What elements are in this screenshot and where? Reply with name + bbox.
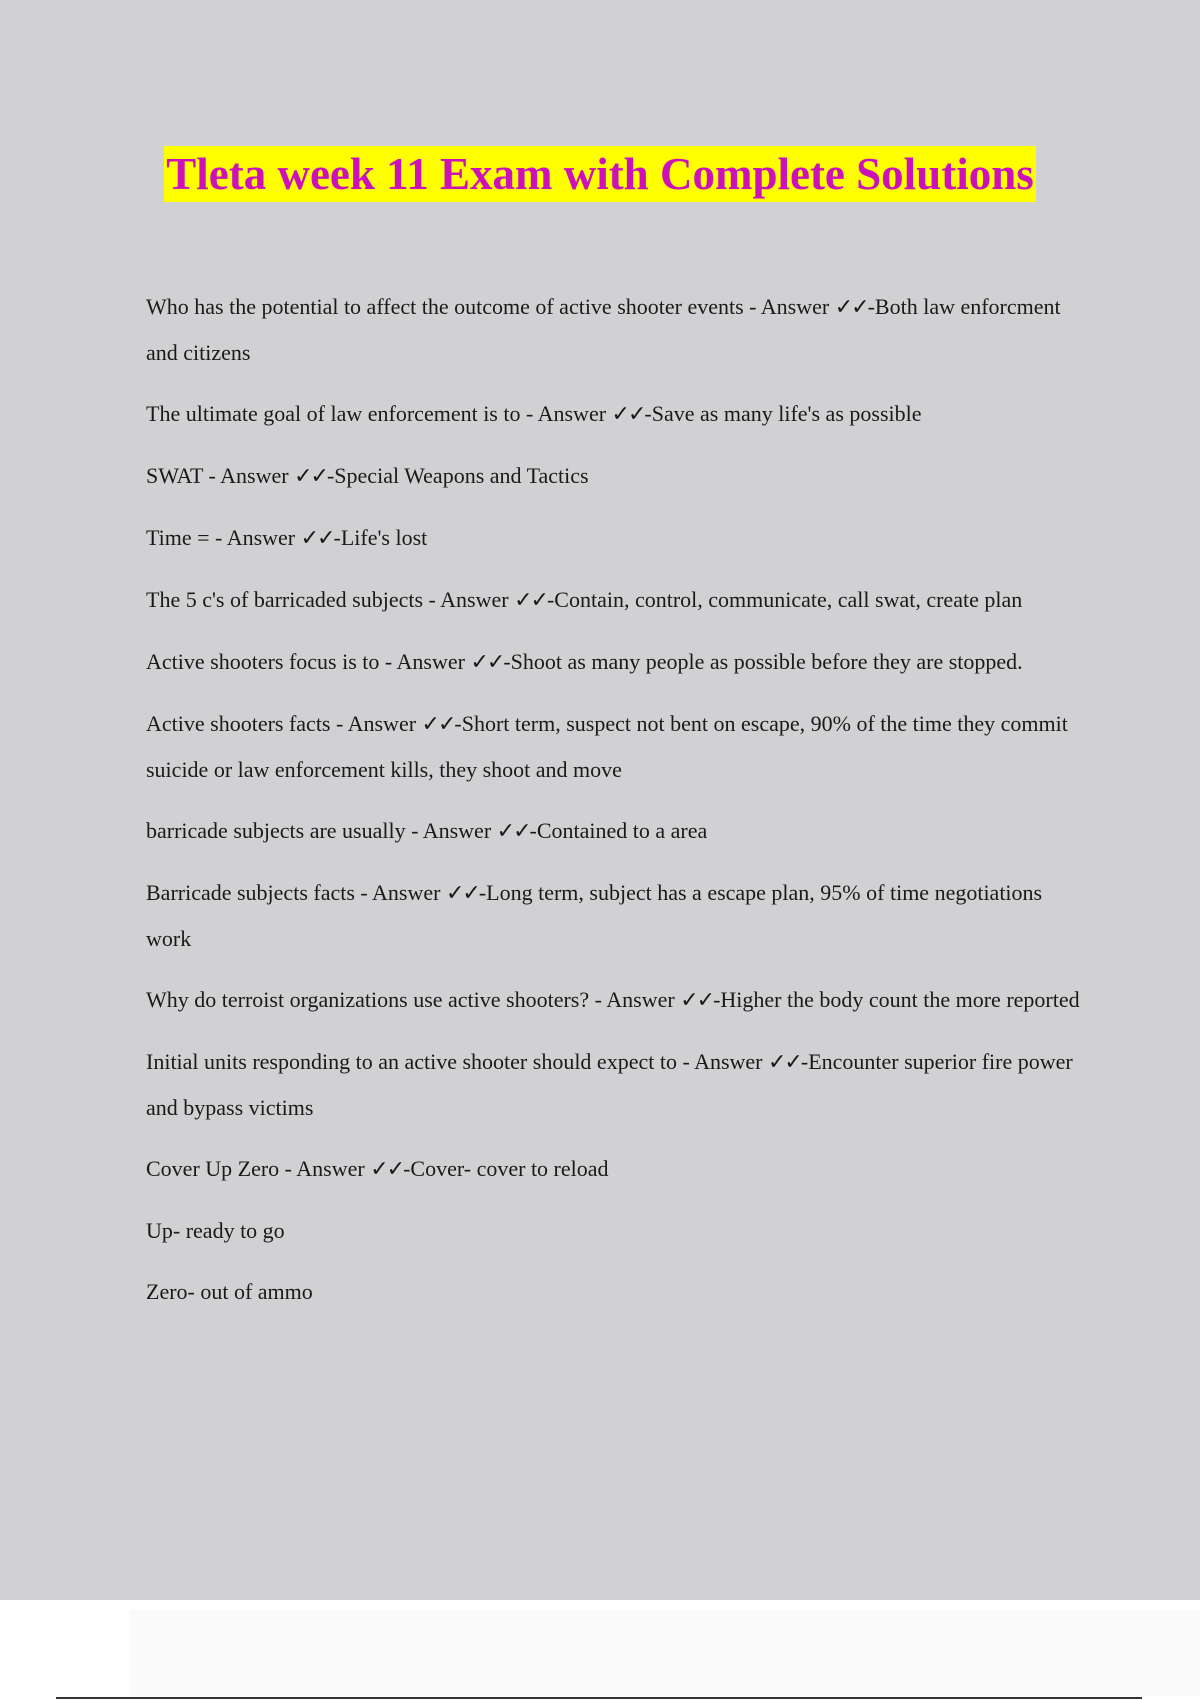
answer-label: Answer bbox=[440, 587, 509, 612]
answer-label: Answer bbox=[537, 401, 607, 426]
qa-item bbox=[146, 701, 1086, 792]
qa-item bbox=[146, 284, 1086, 375]
qa-item bbox=[146, 515, 1086, 561]
answer-label: Answer bbox=[760, 294, 830, 319]
answer-text: -Shoot as many people as possible before they are stopped. bbox=[503, 649, 1023, 674]
answer-text: -Contain, control, communicate, call swat, create plan bbox=[546, 587, 1023, 612]
answer-text: -Long term, subject has a escape plan, 95% of time negotiations work bbox=[146, 880, 1043, 951]
qa-item bbox=[146, 1146, 1086, 1192]
qa-item bbox=[146, 577, 1086, 623]
double-check-icon: ✓✓ bbox=[611, 402, 645, 427]
double-check-icon: ✓✓ bbox=[514, 588, 547, 613]
continuation-line: Zero- out of ammo bbox=[146, 1279, 313, 1304]
answer-label: Answer bbox=[296, 1156, 365, 1181]
question-text: The 5 c's of barricaded subjects - bbox=[146, 587, 441, 612]
answer-text: -Higher the body count the more reported bbox=[713, 987, 1080, 1012]
question-text: Why do terroist organizations use active shooters? - bbox=[146, 987, 607, 1012]
question-text: Barricade subjects facts - bbox=[146, 880, 373, 905]
double-check-icon: ✓✓ bbox=[445, 881, 479, 906]
answer-text: -Cover- cover to reload bbox=[403, 1156, 609, 1181]
answer-label: Answer bbox=[372, 880, 441, 905]
page-footer bbox=[0, 1600, 1200, 1700]
double-check-icon: ✓✓ bbox=[421, 712, 455, 737]
double-check-icon: ✓✓ bbox=[294, 464, 327, 489]
answer-text: -Life's lost bbox=[333, 525, 428, 550]
qa-item bbox=[146, 870, 1086, 961]
qa-item bbox=[146, 453, 1086, 499]
qa-list bbox=[146, 284, 1086, 1314]
continuation-line: Up- ready to go bbox=[146, 1218, 285, 1243]
answer-text: -Save as many life's as possible bbox=[644, 401, 922, 426]
question-text: SWAT - bbox=[146, 463, 221, 488]
double-check-icon: ✓✓ bbox=[680, 988, 714, 1013]
answer-text: -Both law enforcment and citizens bbox=[146, 294, 1061, 365]
qa-item bbox=[146, 639, 1086, 685]
title-wrapper bbox=[0, 146, 1200, 202]
qa-item bbox=[146, 977, 1086, 1023]
answer-label: Answer bbox=[396, 649, 465, 674]
footer-divider bbox=[56, 1697, 1142, 1699]
question-text: Who has the potential to affect the outcome of active shooter events - bbox=[146, 294, 761, 319]
page-title: Tleta week 11 Exam with Complete Solutions bbox=[164, 146, 1036, 202]
answer-text: -Special Weapons and Tactics bbox=[326, 463, 589, 488]
answer-text: -Short term, suspect not bent on escape, 90% of the time they commit suicide or law enforcement kills, they shoot and move bbox=[146, 711, 1068, 782]
footer-strip bbox=[130, 1610, 1200, 1696]
double-check-icon: ✓✓ bbox=[470, 650, 504, 675]
question-text: Active shooters focus is to - bbox=[146, 649, 397, 674]
double-check-icon: ✓✓ bbox=[370, 1157, 404, 1182]
answer-label: Answer bbox=[606, 987, 675, 1012]
question-text: The ultimate goal of law enforcement is to - bbox=[146, 401, 538, 426]
answer-label: Answer bbox=[694, 1049, 763, 1074]
answer-label: Answer bbox=[347, 711, 417, 736]
answer-label: Answer bbox=[226, 525, 296, 550]
double-check-icon: ✓✓ bbox=[834, 295, 868, 320]
answer-label: Answer bbox=[220, 463, 289, 488]
question-text: Initial units responding to an active shooter should expect to - bbox=[146, 1049, 695, 1074]
qa-item bbox=[146, 808, 1086, 854]
question-text: Time = - bbox=[146, 525, 227, 550]
question-text: Active shooters facts - bbox=[146, 711, 348, 736]
question-text: Cover Up Zero - bbox=[146, 1156, 297, 1181]
double-check-icon: ✓✓ bbox=[300, 526, 334, 551]
qa-item bbox=[146, 1039, 1086, 1130]
answer-label: Answer bbox=[422, 818, 492, 843]
double-check-icon: ✓✓ bbox=[496, 819, 530, 844]
double-check-icon: ✓✓ bbox=[768, 1050, 801, 1075]
qa-item bbox=[146, 391, 1086, 437]
answer-text: -Encounter superior fire power and bypass victims bbox=[146, 1049, 1073, 1120]
answer-text: -Contained to a area bbox=[529, 818, 708, 843]
question-text: barricade subjects are usually - bbox=[146, 818, 423, 843]
